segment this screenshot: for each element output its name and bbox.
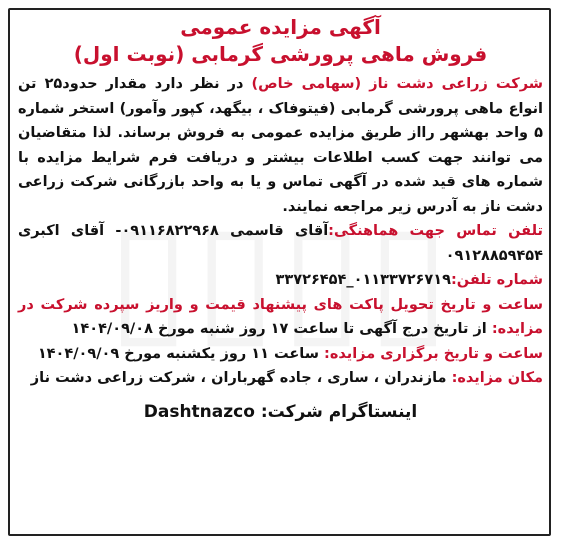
location-value: مازندران ، ساری ، جاده گهرباران ، شرکت زراعی دشت ناز	[30, 370, 452, 386]
holding-line	[18, 342, 543, 367]
instagram-label: اینستاگرام شرکت:	[260, 401, 418, 422]
holding-label: ساعت و تاریخ برگزاری مزایده:	[324, 345, 543, 362]
phone-value: ۰۱۱۳۳۷۲۶۷۱۹_۳۳۷۲۶۴۵۴	[275, 272, 451, 288]
phone-label: شماره تلفن:	[450, 272, 543, 288]
notice-subtitle: فروش ماهی پرورشی گرمابی (نوبت اول)	[73, 42, 488, 66]
location-label: مکان مزایده:	[451, 370, 543, 386]
intro-paragraph	[18, 72, 543, 219]
instagram-line	[18, 397, 543, 427]
contact-label: تلفن تماس جهت هماهنگی:	[328, 223, 543, 239]
holding-value: ساعت ۱۱ روز یکشنبه مورخ ۱۴۰۴/۰۹/۰۹	[37, 345, 325, 362]
location-line	[18, 366, 543, 391]
delivery-label: ساعت و تاریخ تحویل پاکت های پیشنهاد قیمت و واریز سپرده شرکت در مزایده:	[18, 296, 543, 337]
company-name: شرکت زراعی دشت ناز (سهامی خاص)	[251, 76, 543, 92]
notice-content	[18, 14, 543, 427]
delivery-value: از تاریخ درج آگهی تا ساعت ۱۷ روز شنبه مورخ ۱۴۰۴/۰۹/۰۸	[71, 321, 492, 337]
contact-value: آقای قاسمی ۰۹۱۱۶۸۲۲۹۶۸- آقای اکبری ۰۹۱۲۸۸۵۹۴۵۴	[18, 223, 543, 264]
phone-line	[18, 268, 543, 293]
notice-title: آگهی مزایده عمومی	[180, 15, 381, 39]
instagram-handle: Dashtnazco	[143, 401, 255, 422]
intro-text: در نظر دارد مقدار حدود۲۵ تن انواع ماهی پرورشی گرمابی (فیتوفاک ، بیگهد، کپور وآمور) استخر شماره ۵ واحد بهشهر رااز طریق مزایده عمومی به فروش برساند. لذا متقاضیان می توانند جهت کسب اطلاعات بیشتر و دریافت فرم شرایط مزایده با شماره های قید شده در آگهی تماس و یا به واحد بازرگانی شرکت زراعی دشت ناز به آدرس زیر مراجعه نمایند.	[18, 76, 543, 215]
delivery-line	[18, 293, 543, 342]
contact-line	[18, 219, 543, 268]
